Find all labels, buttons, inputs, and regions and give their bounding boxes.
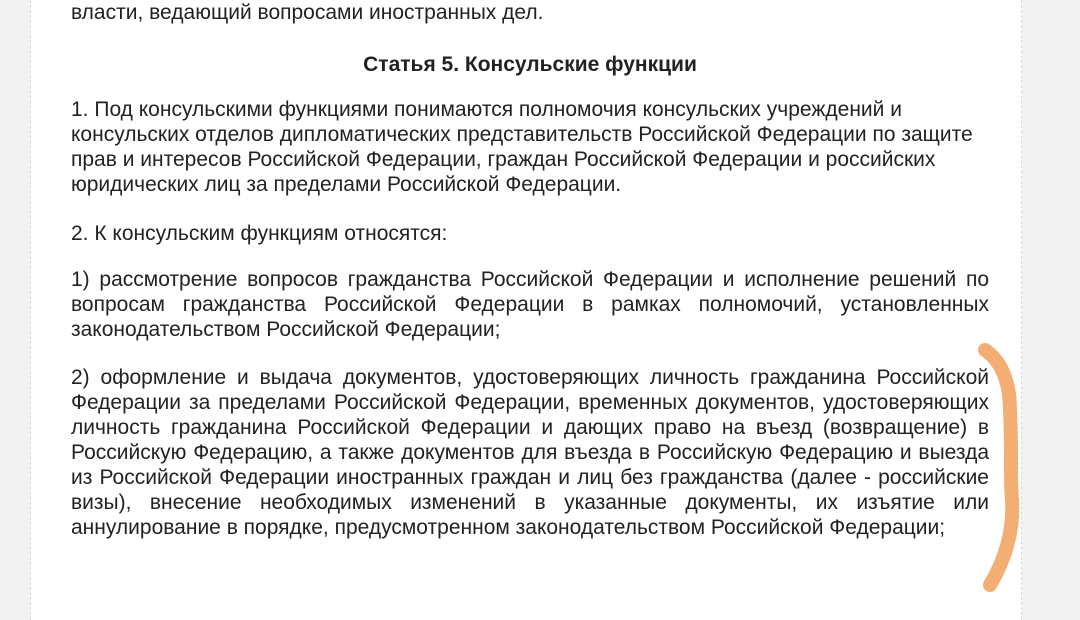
previous-text-fragment: власти, ведающий вопросами иностранных дел.: [71, 1, 544, 24]
paragraph-1: 1. Под консульскими функциями понимаются полномочия консульских учреждений и консульских отделов дипломатических представительств Российской Федерации по защите прав и интересов Российской Федерации, граждан Российской Федерации и российских юридических лиц за пределами Российской Федерации.: [71, 98, 973, 196]
list-item-2: 2) оформление и выдача документов, удостоверяющих личность гражданина Российской Федерации за пределами Российской Федерации, временных документов, удостоверяющих личность гражданина Российской Федерации и дающих право на въезд (возвращение) в Российскую Федерацию, а также документов для въезда в Российскую Федерацию и выезда из Российской Федерации иностранных граждан и лиц без гражданства (далее - российские визы), внесение необходимых изменений в указанные документы, их изъятие или аннулирование в порядке, предусмотренном законодательством Российской Федерации;: [71, 366, 989, 539]
article-heading: Статья 5. Консульские функции: [363, 53, 697, 76]
document-page: [30, 0, 1022, 620]
paragraph-2: 2. К консульским функциям относятся:: [71, 222, 448, 245]
list-item-1: 1) рассмотрение вопросов гражданства Российской Федерации и исполнение решений по вопросам гражданства Российской Федерации в рамках полномочий, установленных законодательством Российской Федерации;: [71, 268, 989, 341]
